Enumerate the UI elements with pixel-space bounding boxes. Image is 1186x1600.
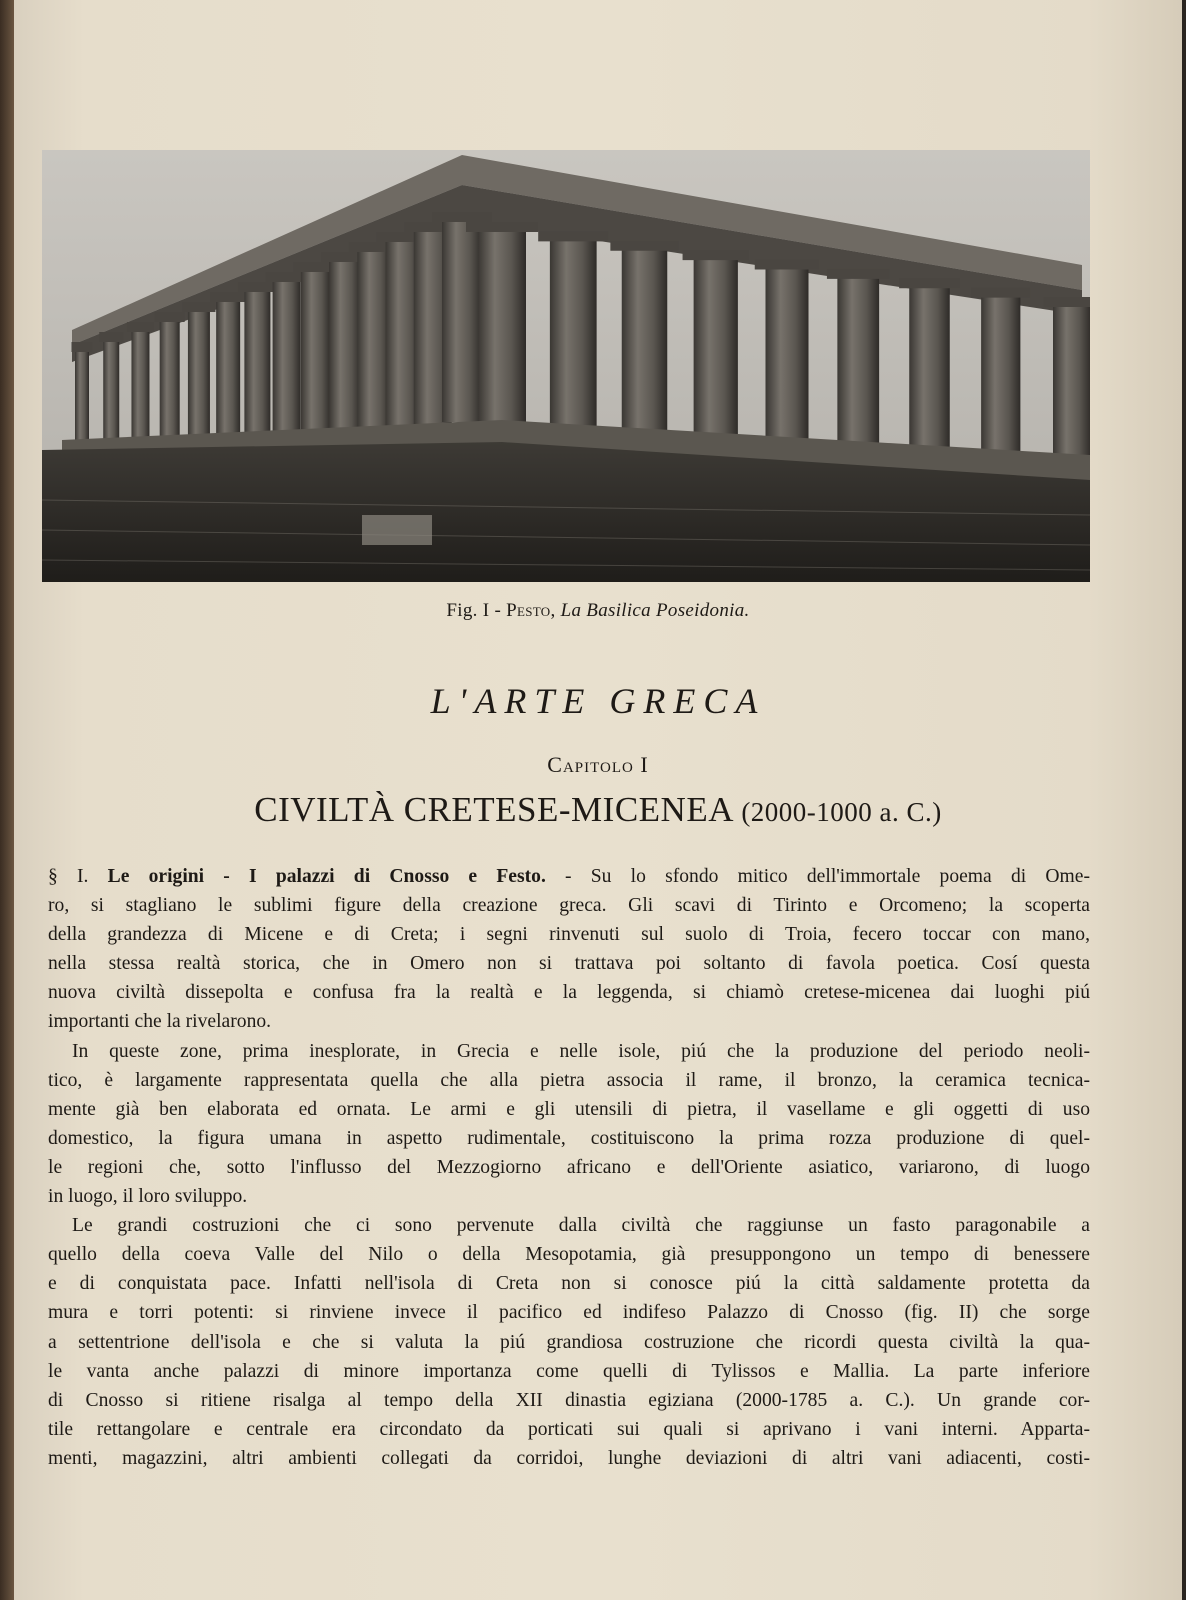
chapter-heading-dates: (2000-1000 a. C.) <box>741 797 942 827</box>
book-page <box>14 0 1182 1600</box>
column-capital-shape <box>1044 297 1091 307</box>
caption-label: Fig. I - <box>446 600 507 621</box>
text-line: le vanta anche palazzi di minore importanza come quelli di Tylissos e Mallia. La parte inferiore <box>48 1360 1090 1382</box>
text-line: ro, si stagliano le sublimi figure della creazione greca. Gli scavi di Tirinto e Orcomeno; la scoperta <box>48 895 1090 917</box>
column-shape <box>909 286 950 452</box>
text-line: e di conquistata pace. Infatti nell'isola di Creta non si conosce piú la città saldamente protetta da <box>48 1273 1090 1295</box>
column-capital-shape <box>182 302 215 312</box>
column-shape <box>766 268 809 446</box>
temple-photograph <box>42 150 1090 582</box>
section-number: § I. <box>48 866 89 887</box>
caption-title: La Basilica Poseidonia. <box>560 600 750 621</box>
part-title: L'ARTE GRECA <box>430 681 766 721</box>
column-capital-shape <box>755 260 820 270</box>
column-capital-shape <box>238 282 277 292</box>
text-line: nuova civiltà dissepolta e confusa fra la realtà e la leggenda, si chiamò cretese-micenea dai luoghi piú <box>48 982 1090 1004</box>
text-line <box>48 862 1090 891</box>
chapter-label: Capitolo I <box>547 752 649 777</box>
chapter-heading-main: CIVILTÀ CRETESE-MICENEA <box>254 790 733 829</box>
column-shape <box>442 220 482 422</box>
text-line: tico, è largamente rappresentata quella che alla pietra associa il rame, il bronzo, la ceramica tecnica- <box>48 1069 1090 1091</box>
column-capital-shape <box>432 212 492 222</box>
text-line: menti, magazzini, altri ambienti collegati da corridoi, lunghe deviazioni di altri vani adiacenti, costi- <box>48 1447 1090 1469</box>
column-shape <box>75 350 89 450</box>
column-shape <box>694 258 738 441</box>
section-title: Le origini - I palazzi di Cnosso e Festo. <box>107 866 546 887</box>
column-shape <box>981 296 1020 457</box>
column-shape <box>837 277 879 449</box>
text-line: della grandezza di Micene e di Creta; i segni rinvenuti sul suolo di Troia, fecero toccar con mano, <box>48 924 1090 946</box>
text-line: di Cnosso si ritiene risalga al tempo della XII dinastia egiziana (2000-1785 a. C.). Un grande cor- <box>48 1389 1090 1411</box>
text-line: in luogo, il loro sviluppo. <box>48 1186 248 1208</box>
column-capital-shape <box>127 322 154 332</box>
chapter-heading <box>14 790 1182 830</box>
text-line: a settentrione dell'isola e che si valuta la piú grandiosa costruzione che ricordi questa civiltà la qua- <box>48 1331 1090 1353</box>
column-capital-shape <box>538 231 608 241</box>
column-shape <box>103 340 119 448</box>
body-text <box>48 862 1090 1473</box>
book-spine <box>0 0 14 1600</box>
column-capital-shape <box>155 312 185 322</box>
text-line: mente già ben elaborata ed ornata. Le armi e gli utensili di pietra, il vasellame e gli oggetti di uso <box>48 1098 1090 1120</box>
figure-caption <box>14 600 1182 622</box>
column-shape <box>550 239 597 433</box>
column-shape <box>273 280 301 435</box>
column-capital-shape <box>610 241 678 251</box>
column-shape <box>622 249 668 438</box>
column-shape <box>188 310 210 441</box>
text-line: Le grandi costruzioni che ci sono pervenute dalla civiltà che raggiunse un fasto paragonabile a <box>72 1215 1090 1237</box>
column-shape <box>160 320 180 444</box>
column-capital-shape <box>683 250 749 260</box>
caption-separator: , <box>550 600 561 621</box>
column-capital-shape <box>466 222 538 232</box>
column-shape <box>244 290 270 437</box>
text-line: quello della coeva Valle del Nilo o della Mesopotamia, già presuppongono un tempo di benessere <box>48 1244 1090 1266</box>
column-capital-shape <box>99 332 123 342</box>
column-capital-shape <box>210 292 246 302</box>
text-line: domestico, la figura umana in aspetto rudimentale, costituiscono la prima rozza produzione di quel- <box>48 1127 1090 1149</box>
text-line: mura e torri potenti: si rinviene invece il pacifico ed indifeso Palazzo di Cnosso (fig. II) che sorge <box>48 1302 1090 1324</box>
column-capital-shape <box>827 269 890 279</box>
column-capital-shape <box>971 288 1030 298</box>
text-line: nella stessa realtà storica, che in Omero non si trattava poi soltanto di favola poetica. Cosí questa <box>48 953 1090 975</box>
text-line: le regioni che, sotto l'influsso del Mezzogiorno africano e dell'Oriente asiatico, variarono, di luogo <box>48 1156 1090 1178</box>
column-shape <box>216 300 240 439</box>
text-line-content: - Su lo sfondo mitico dell'immortale poema di Ome- <box>545 866 1090 887</box>
column-shape <box>329 260 361 431</box>
column-shape <box>131 330 149 446</box>
text-line: tile rettangolare e centrale era circondato da porticati sui quali si aprivano i vani interni. Apparta- <box>48 1418 1090 1440</box>
text-line: importanti che la rivelarono. <box>48 1011 272 1033</box>
column-shape <box>1053 305 1090 460</box>
caption-place: Pesto <box>506 600 551 621</box>
column-capital-shape <box>72 342 93 352</box>
column-shape <box>301 270 331 433</box>
text-line: In queste zone, prima inesplorate, in Grecia e nelle isole, piú che la produzione del periodo neoli- <box>72 1040 1090 1062</box>
column-shape <box>478 230 526 430</box>
column-capital-shape <box>899 278 960 288</box>
